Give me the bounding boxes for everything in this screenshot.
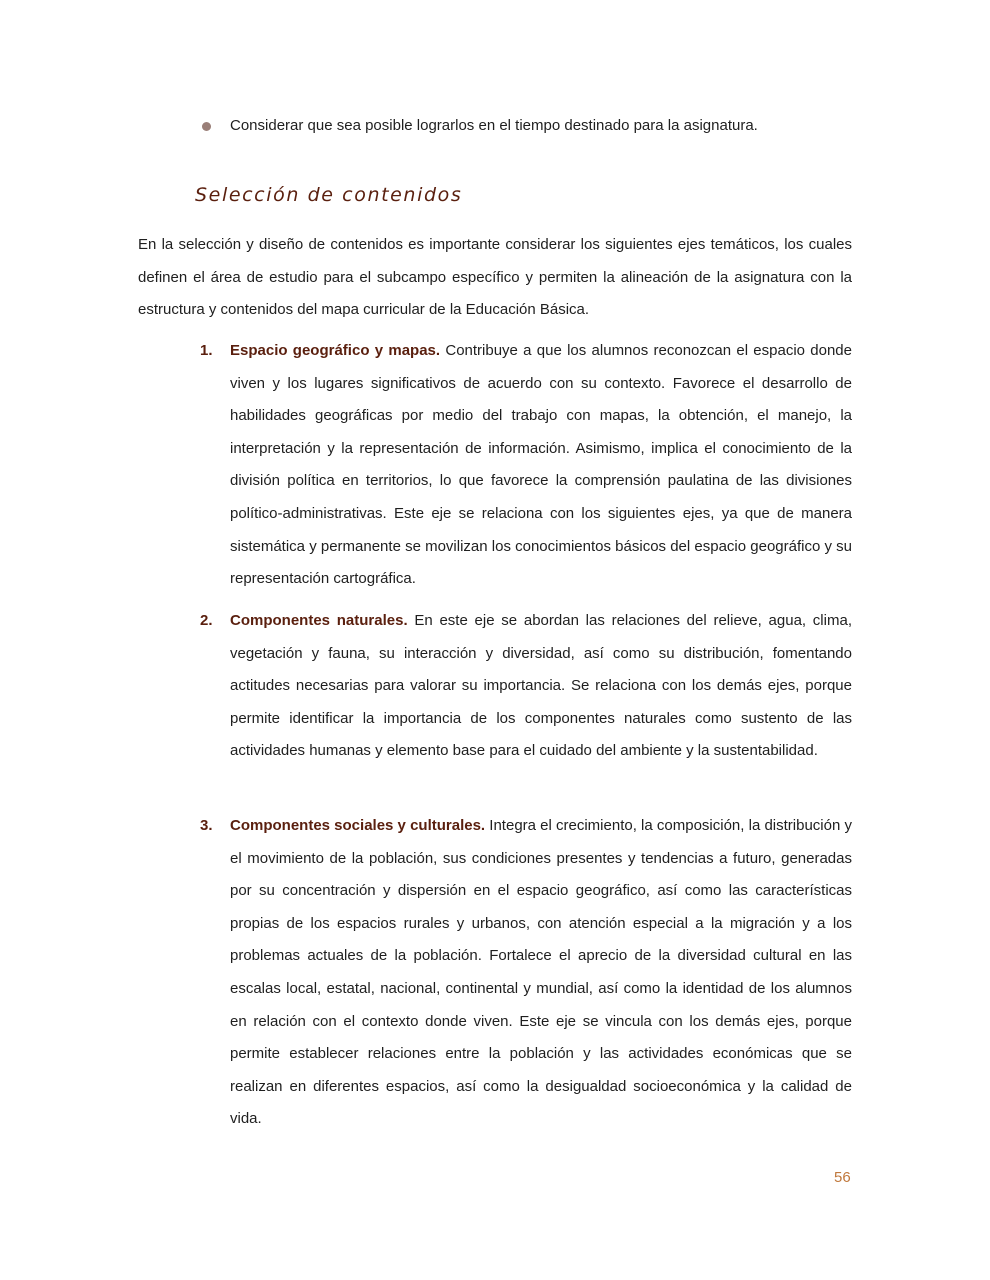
list-item xyxy=(200,605,852,768)
list-item-body: En este eje se abordan las relaciones del relieve, agua, clima, vegetación y fauna, su interacción y diversidad, así como su distribución, fomentando actitudes necesarias para valorar su importancia. Se relaciona con los demás ejes, porque permite identificar la importancia de los componentes naturales como sustento de las actividades humanas y elemento base para el cuidado del ambiente y la sustentabilidad. xyxy=(230,612,852,760)
list-item-number: 3. xyxy=(200,817,213,834)
bullet-dot-icon xyxy=(202,122,211,131)
list-item-title: Componentes naturales. xyxy=(230,612,408,629)
list-item xyxy=(200,810,853,1136)
intro-paragraph: En la selección y diseño de contenidos es importante considerar los siguientes ejes temáticos, los cuales definen el área de estudio para el subcampo específico y permiten la alineación de la asignatura con la estructura y contenidos del mapa curricular de la Educación Básica. xyxy=(138,236,852,319)
list-item-number: 2. xyxy=(200,612,213,629)
list-item-title: Espacio geográfico y mapas. xyxy=(230,342,441,359)
list-item-title: Componentes sociales y culturales. xyxy=(230,817,486,834)
section-heading: Selección de contenidos xyxy=(195,184,463,206)
list-item-number: 1. xyxy=(200,342,213,359)
bullet-text: Considerar que sea posible lograrlos en el tiempo destinado para la asignatura. xyxy=(230,117,758,134)
list-item-body: Contribuye a que los alumnos reconozcan el espacio donde viven y los lugares significativos de acuerdo con su contexto. Favorece el desarrollo de habilidades geográficas por medio del trabajo con mapas, la obtención, el manejo, la interpretación y la representación de información. Asimismo, implica el conocimiento de la división política en territorios, lo que favorece la comprensión paulatina de las divisiones político-administrativas. Este eje se relaciona con los siguientes ejes, ya que de manera sistemática y permanente se movilizan los conocimientos básicos del espacio geográfico y su representación cartográfica. xyxy=(230,342,852,588)
list-item xyxy=(200,335,852,596)
page-number: 56 xyxy=(834,1169,851,1186)
list-item-body: Integra el crecimiento, la composición, la distribución y el movimiento de la población, sus condiciones presentes y tendencias a futuro, generadas por su concentración y dispersión en el espacio geográfico, así como las características propias de los espacios rurales y urbanos, con atención especial a la migración y a los problemas actuales de la población. Fortalece el aprecio de la diversidad cultural en las escalas local, estatal, nacional, continental y mundial, así como la identidad de los alumnos en relación con el contexto donde viven. Este eje se vincula con los demás ejes, porque permite establecer relaciones entre la población y las actividades económicas que se realizan en diferentes espacios, así como la desigualdad socioeconómica y la calidad de vida. xyxy=(230,817,853,1128)
